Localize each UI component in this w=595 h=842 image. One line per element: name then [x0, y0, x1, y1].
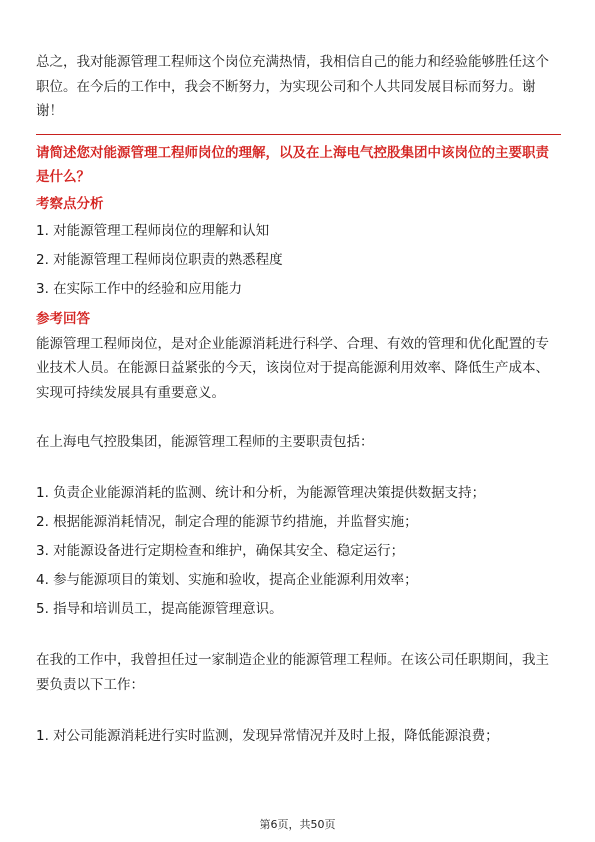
- duties-intro: 在上海电气控股集团，能源管理工程师的主要职责包括：: [36, 433, 374, 450]
- analysis-item: 2. 对能源管理工程师岗位职责的熟悉程度: [36, 251, 283, 268]
- answer-paragraph: 能源管理工程师岗位，是对企业能源消耗进行科学、合理、有效的管理和优化配置的专业技术人员。在能源日益紧张的今天，该岗位对于提高能源利用效率、降低生产成本、实现可持续发展具有重要意义。: [36, 335, 549, 401]
- duty-item: 5. 指导和培训员工，提高能源管理意识。: [36, 600, 283, 617]
- analysis-list: [36, 217, 561, 304]
- work-item: 1. 对公司能源消耗进行实时监测，发现异常情况并及时上报，降低能源浪费；: [36, 727, 499, 744]
- work-list: [36, 722, 561, 751]
- question-text: 请简述您对能源管理工程师岗位的理解，以及在上海电气控股集团中该岗位的主要职责是什么？: [36, 144, 549, 185]
- analysis-item: 3. 在实际工作中的经验和应用能力: [36, 280, 243, 297]
- duty-item: 3. 对能源设备进行定期检查和维护，确保其安全、稳定运行；: [36, 542, 405, 559]
- duty-item: 2. 根据能源消耗情况，制定合理的能源节约措施，并监督实施；: [36, 513, 418, 530]
- answer-heading: 参考回答: [36, 310, 90, 327]
- experience-paragraph: 在我的工作中，我曾担任过一家制造企业的能源管理工程师。在该公司任职期间，我主要负责以下工作：: [36, 652, 549, 693]
- question-section: [36, 134, 561, 751]
- analysis-heading: 考察点分析: [36, 195, 104, 212]
- analysis-item: 1. 对能源管理工程师岗位的理解和认知: [36, 222, 270, 239]
- page-footer: 第6页，共50页: [259, 818, 336, 831]
- closing-paragraph: 总之，我对能源管理工程师这个岗位充满热情，我相信自己的能力和经验能够胜任这个职位。在今后的工作中，我会不断努力，为实现公司和个人共同发展目标而努力。谢谢！: [36, 54, 549, 119]
- duties-list: [36, 479, 561, 624]
- duty-item: 1. 负责企业能源消耗的监测、统计和分析，为能源管理决策提供数据支持；: [36, 484, 486, 501]
- document-page: [36, 50, 561, 751]
- duty-item: 4. 参与能源项目的策划、实施和验收，提高企业能源利用效率；: [36, 571, 418, 588]
